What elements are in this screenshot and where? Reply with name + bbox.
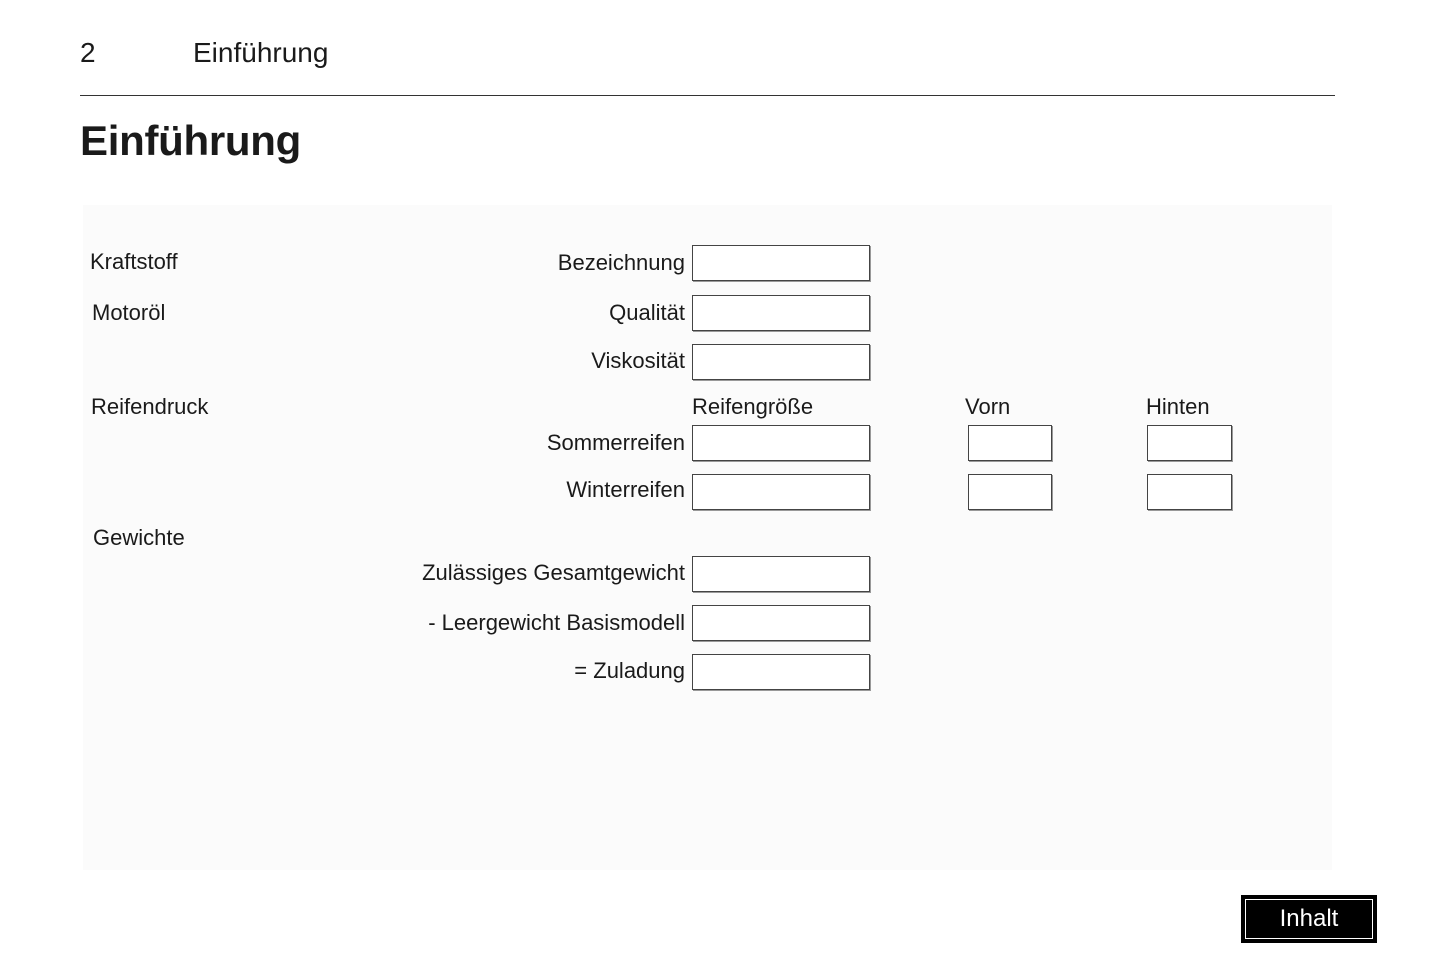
- column-front: Vorn: [965, 394, 1011, 419]
- page-title: Einführung: [80, 117, 301, 164]
- label-quality: Qualität: [609, 300, 685, 325]
- running-header-title: Einführung: [193, 37, 329, 68]
- header-divider: [80, 95, 1335, 96]
- contents-button[interactable]: Inhalt: [1241, 895, 1377, 943]
- column-tyre-size: Reifengröße: [692, 394, 814, 419]
- summer-rear-pressure-field[interactable]: [1147, 425, 1232, 461]
- page-number: 2: [80, 37, 96, 68]
- winter-tyre-size-field[interactable]: [692, 474, 870, 510]
- label-payload: = Zuladung: [574, 658, 685, 683]
- quality-field[interactable]: [692, 295, 870, 331]
- label-gross-weight: Zulässiges Gesamtgewicht: [422, 560, 685, 585]
- gross-weight-field[interactable]: [692, 556, 870, 592]
- label-winter-tyres: Winterreifen: [566, 477, 685, 502]
- label-summer-tyres: Sommerreifen: [546, 430, 685, 455]
- category-fuel: Kraftstoff: [90, 249, 178, 274]
- winter-rear-pressure-field[interactable]: [1147, 474, 1232, 510]
- viscosity-field[interactable]: [692, 344, 870, 380]
- winter-front-pressure-field[interactable]: [968, 474, 1052, 510]
- summer-tyre-size-field[interactable]: [692, 425, 870, 461]
- designation-field[interactable]: [692, 245, 870, 281]
- label-viscosity: Viskosität: [591, 348, 685, 373]
- category-weights: Gewichte: [93, 525, 185, 550]
- summer-front-pressure-field[interactable]: [968, 425, 1052, 461]
- category-tyre-pressure: Reifendruck: [91, 394, 209, 419]
- payload-field[interactable]: [692, 654, 870, 690]
- kerb-weight-field[interactable]: [692, 605, 870, 641]
- label-kerb-weight: - Leergewicht Basismodell: [428, 610, 685, 635]
- category-engine-oil: Motoröl: [92, 300, 166, 325]
- column-rear: Hinten: [1146, 394, 1210, 419]
- label-designation: Bezeichnung: [557, 250, 685, 275]
